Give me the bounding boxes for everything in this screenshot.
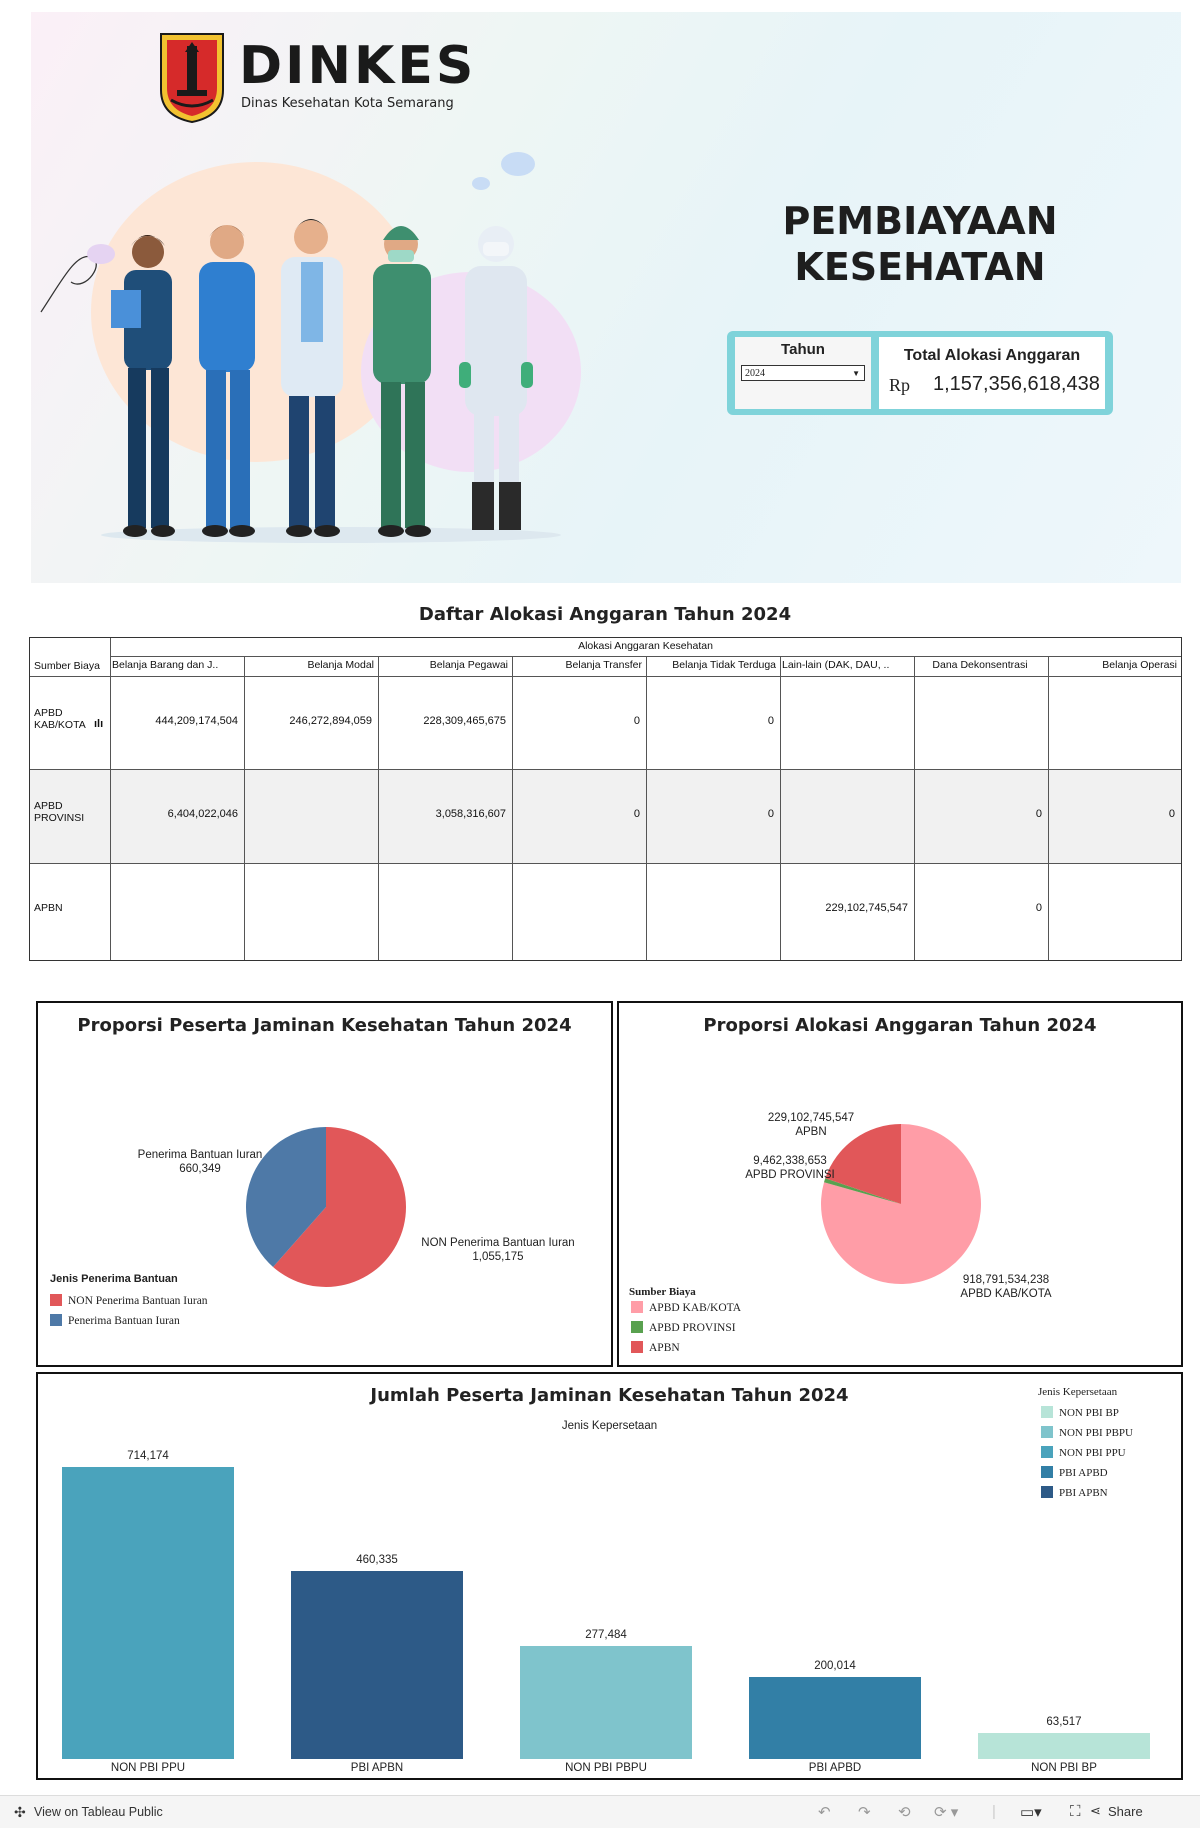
legend-label: NON Penerima Bantuan Iuran (68, 1295, 208, 1307)
table-row-label: APBD PROVINSI (34, 800, 85, 824)
legend-label: NON PBI PPU (1059, 1447, 1126, 1459)
hero-banner (31, 12, 1181, 583)
table-cell: 6,404,022,046 (167, 808, 238, 820)
table-column-header[interactable]: Belanja Barang dan J.. (112, 659, 219, 671)
bar-category-label: NON PBI PPU (110, 1762, 186, 1774)
legend-label: NON PBI BP (1059, 1407, 1119, 1419)
bar[interactable] (520, 1646, 692, 1759)
pie-slice-label (715, 1154, 865, 1182)
legend-label: NON PBI PBPU (1059, 1427, 1133, 1439)
bar-value-label: 714,174 (127, 1450, 169, 1462)
table-cell: 228,309,465,675 (423, 715, 506, 727)
pie-slice-label (398, 1236, 598, 1264)
semarang-emblem-icon (159, 32, 225, 124)
bar[interactable] (978, 1733, 1150, 1759)
bar-chart-title: Jumlah Peserta Jaminan Kesehatan Tahun 2024 (370, 1385, 849, 1406)
table-cell: 0 (767, 715, 774, 727)
table-column-header[interactable]: Belanja Tidak Terduga (672, 659, 776, 671)
year-dropdown-value: 2024 (745, 368, 765, 379)
present-icon[interactable]: ▭▾ (1020, 1804, 1042, 1821)
pie-label-line: 1,055,175 (472, 1251, 524, 1263)
legend-swatch (50, 1314, 62, 1326)
table-cell: 246,272,894,059 (289, 715, 372, 727)
table-cell: 0 (1168, 808, 1175, 820)
table-cell: 0 (1035, 808, 1042, 820)
tableau-logo-icon: ✣ (14, 1804, 26, 1820)
table-column-header[interactable]: Belanja Modal (307, 659, 374, 671)
legend-swatch (50, 1294, 62, 1306)
pie-label-line: 918,791,534,238 (962, 1274, 1050, 1286)
pie-label-line: 660,349 (179, 1163, 221, 1175)
page-title (680, 198, 1160, 290)
year-filter (735, 337, 871, 409)
table-cell: 0 (633, 715, 640, 727)
table-cell: 0 (767, 808, 774, 820)
refresh-icon[interactable]: ⟳ ▾ (934, 1804, 959, 1821)
pie-slice-label (936, 1273, 1076, 1301)
legend-label: Penerima Bantuan Iuran (68, 1315, 180, 1327)
bar-category-label: PBI APBN (350, 1762, 404, 1774)
anggaran-legend-title: Sumber Biaya (629, 1286, 696, 1298)
bar-category-label: NON PBI PBPU (565, 1762, 647, 1774)
bar[interactable] (291, 1571, 463, 1759)
pie-label-line: APBN (795, 1126, 827, 1138)
filter-summary-box (727, 331, 1113, 415)
fullscreen-icon[interactable]: ⛶ (1070, 1803, 1081, 1820)
anggaran-pie-panel (617, 1001, 1183, 1367)
table-column-header[interactable]: Dana Dekonsentrasi (932, 659, 1028, 671)
allocation-table (29, 637, 1182, 961)
pie-slice-label (741, 1111, 881, 1139)
table-row-label: APBN (34, 902, 63, 914)
bar[interactable] (62, 1467, 234, 1759)
bar-value-label: 200,014 (814, 1660, 856, 1673)
peserta-pie-title: Proporsi Peserta Jaminan Kesehatan Tahun 2024 (77, 1015, 572, 1036)
table-cell: 0 (1035, 902, 1042, 914)
bar-chart-axis-label: Jenis Kepersetaan (561, 1420, 658, 1432)
table-col-divider (244, 656, 245, 960)
table-row-header: Sumber Biaya (34, 660, 100, 672)
table-column-header[interactable]: Belanja Transfer (565, 659, 642, 671)
bar-value-label: 460,335 (356, 1553, 398, 1566)
table-row-divider (110, 656, 1181, 657)
peserta-legend-title: Jenis Penerima Bantuan (50, 1273, 178, 1285)
view-on-tableau-link[interactable]: View on Tableau Public (34, 1805, 163, 1819)
table-cell: 229,102,745,547 (825, 902, 908, 914)
legend-label: PBI APBN (1059, 1487, 1108, 1499)
logo-subtitle: Dinas Kesehatan Kota Semarang (241, 96, 454, 111)
legend-label: APBN (649, 1342, 680, 1354)
legend-swatch (631, 1341, 643, 1353)
table-col-divider (646, 656, 647, 960)
legend-swatch (631, 1301, 643, 1313)
table-group-header: Alokasi Anggaran Kesehatan (578, 640, 713, 652)
legend-item[interactable] (631, 1321, 736, 1334)
table-column-header[interactable]: Lain-lain (DAK, DAU, .. (782, 659, 890, 671)
table-col-divider (378, 656, 379, 960)
table-row-divider (30, 676, 1181, 677)
table-col-divider (914, 656, 915, 960)
revert-icon[interactable]: ⟲ (898, 1804, 911, 1821)
peserta-bar-panel (36, 1372, 1183, 1780)
legend-label: APBD PROVINSI (649, 1322, 736, 1334)
peserta-pie-panel (36, 1001, 613, 1367)
legend-item[interactable] (50, 1314, 180, 1327)
share-icon[interactable]: ⋖ (1090, 1803, 1101, 1818)
legend-item[interactable] (631, 1341, 680, 1354)
legend-item[interactable] (631, 1301, 741, 1314)
table-col-divider (512, 656, 513, 960)
tableau-toolbar (0, 1795, 1200, 1828)
peserta-pie-chart[interactable] (38, 1003, 611, 1365)
share-button[interactable]: Share (1108, 1804, 1143, 1819)
table-row-divider (30, 769, 1181, 770)
bar-category-label: NON PBI BP (1031, 1762, 1097, 1774)
logo-wordmark: DINKES (239, 36, 477, 96)
bar-value-label: 63,517 (1046, 1716, 1082, 1729)
table-column-header[interactable]: Belanja Pegawai (429, 659, 508, 671)
table-row-divider (30, 863, 1181, 864)
pie-label-line: APBD KAB/KOTA (960, 1288, 1052, 1300)
year-filter-label: Tahun (781, 341, 825, 358)
legend-label: APBD KAB/KOTA (649, 1302, 742, 1314)
bar-chart-area[interactable] (38, 1374, 1181, 1778)
year-dropdown[interactable] (741, 365, 865, 381)
undo-icon[interactable]: ↶ (818, 1804, 831, 1821)
health-workers-illustration (31, 142, 591, 542)
table-cell: 0 (633, 808, 640, 820)
bar-category-label: PBI APBD (808, 1762, 862, 1774)
table-col-divider (780, 656, 781, 960)
toolbar-divider: | (992, 1803, 996, 1820)
legend-label: PBI APBD (1059, 1467, 1108, 1479)
legend-swatch (631, 1321, 643, 1333)
total-allocation-card (879, 337, 1105, 409)
pie-slice-label (110, 1148, 290, 1176)
pie-label-line: 229,102,745,547 (767, 1112, 855, 1124)
bar[interactable] (749, 1677, 921, 1759)
table-column-header[interactable]: Belanja Operasi (1102, 659, 1177, 671)
total-allocation-value: 1,157,356,618,438 (933, 373, 1100, 395)
table-col-divider (1048, 656, 1049, 960)
page-title-line2: KESEHATAN (794, 245, 1046, 289)
table-cell: 3,058,316,607 (435, 808, 506, 820)
table-col-divider (110, 638, 111, 960)
total-allocation-label: Total Alokasi Anggaran (903, 347, 1081, 364)
page-title-line1: PEMBIAYAAN (782, 199, 1058, 243)
bar-legend-title: Jenis Kepersetaan (1038, 1386, 1118, 1398)
table-row-label: APBD KAB/KOTA (34, 707, 86, 731)
legend-item[interactable] (50, 1294, 208, 1307)
table-cell: 444,209,174,504 (155, 715, 238, 727)
pie-label-line: NON Penerima Bantuan Iuran (421, 1237, 575, 1249)
total-currency: Rp (889, 375, 911, 395)
chevron-down-icon: ▼ (852, 369, 860, 378)
anggaran-pie-title: Proporsi Alokasi Anggaran Tahun 2024 (703, 1015, 1097, 1036)
redo-icon[interactable]: ↷ (858, 1804, 871, 1821)
bar-value-label: 277,484 (585, 1628, 627, 1641)
pie-label-line: Penerima Bantuan Iuran (137, 1149, 263, 1161)
bar-chart-icon[interactable]: ılı (94, 718, 104, 730)
pie-label-line: APBD PROVINSI (745, 1169, 835, 1181)
table-title: Daftar Alokasi Anggaran Tahun 2024 (418, 604, 792, 625)
pie-label-line: 9,462,338,653 (753, 1155, 827, 1167)
